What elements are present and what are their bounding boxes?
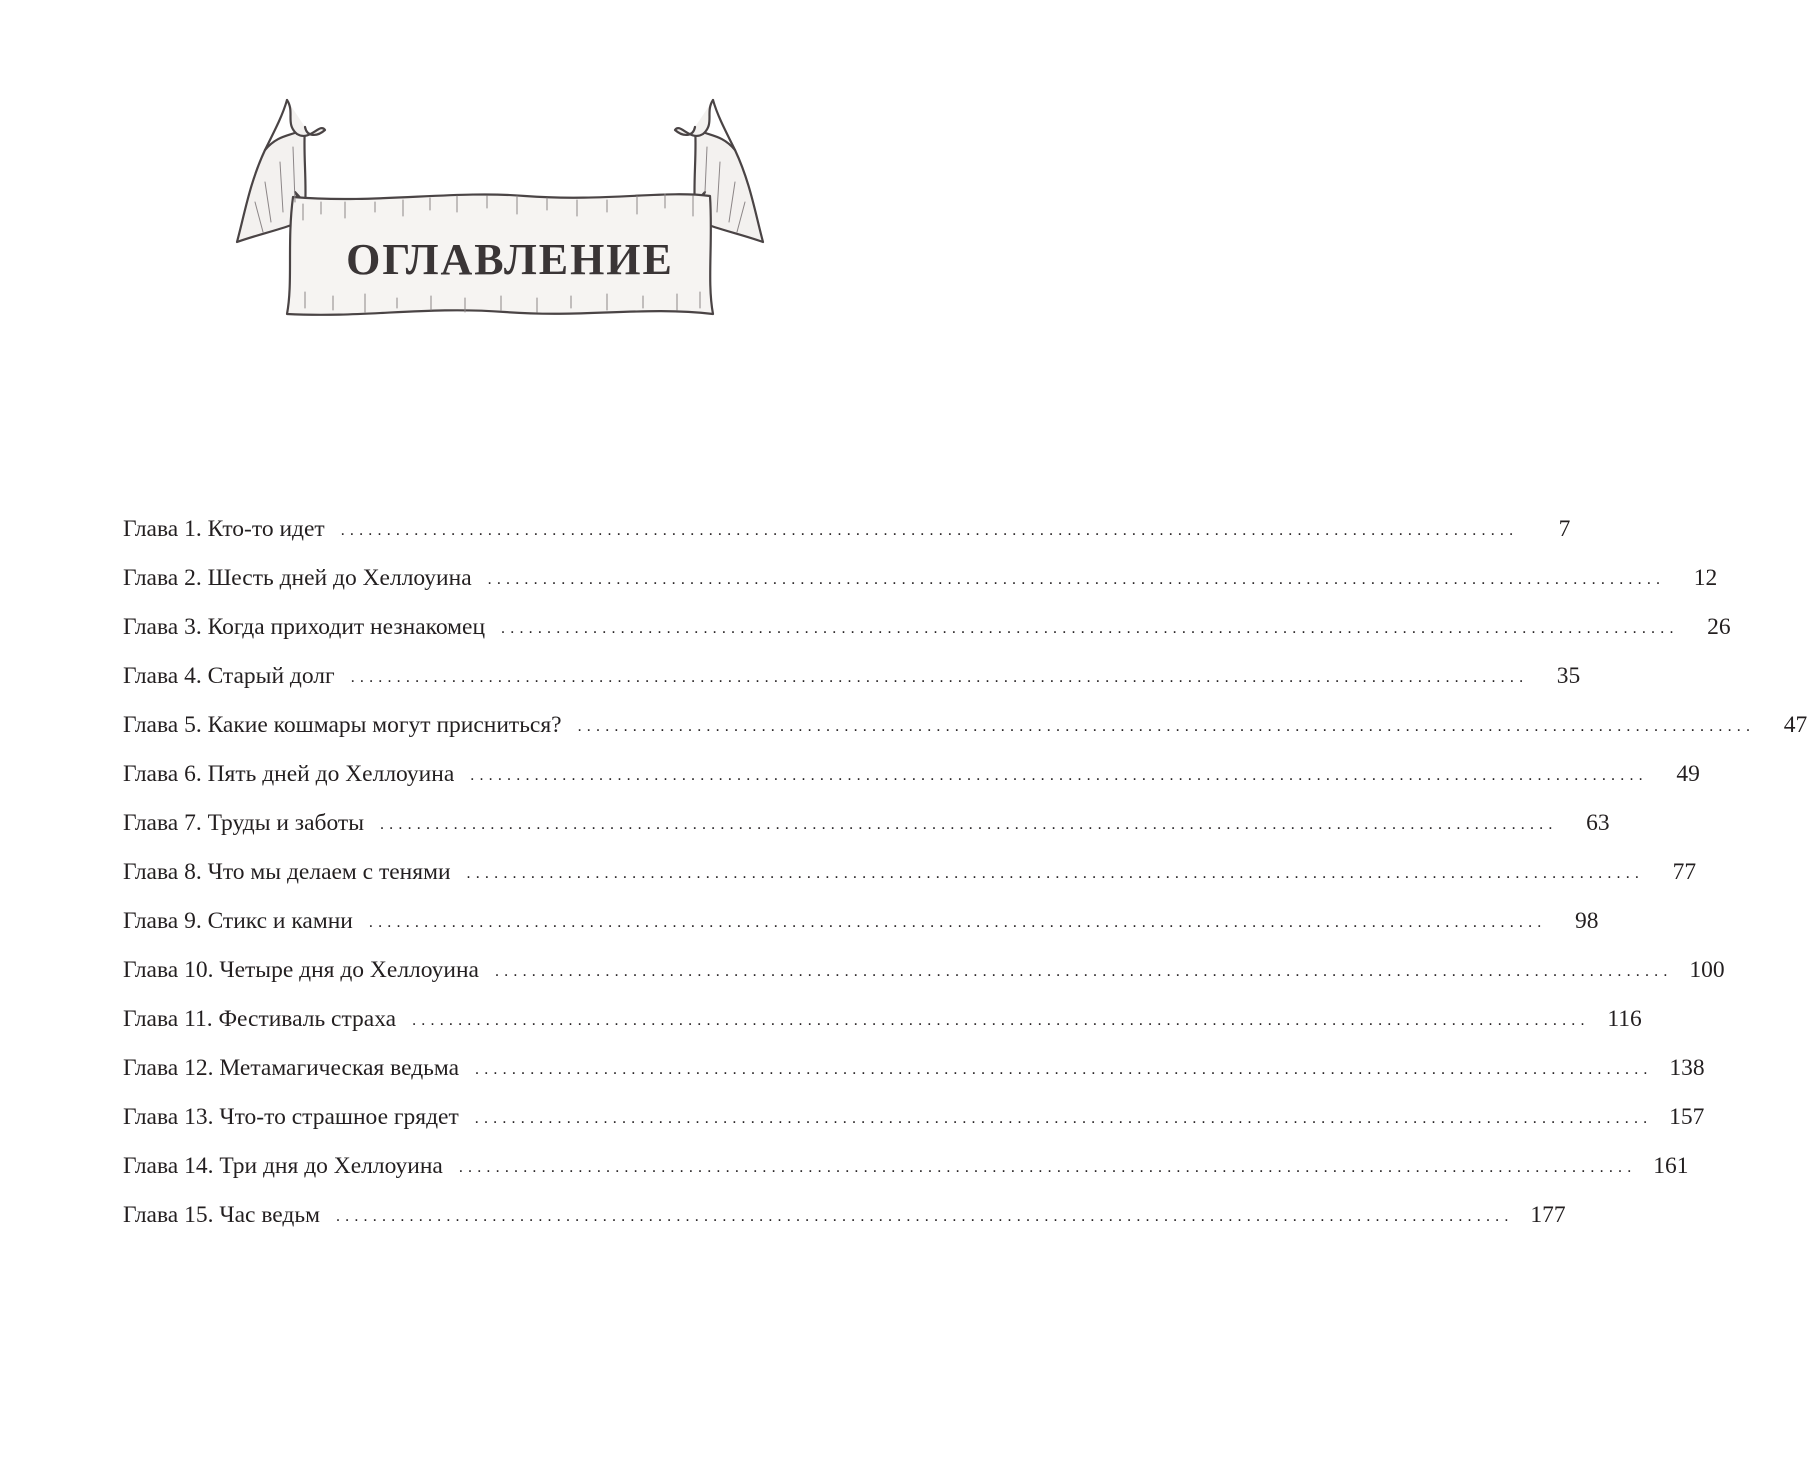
toc-dot-leader: ................................................................................................................................ [474,1110,1653,1127]
toc-dot-leader: ................................................................................................................................ [487,571,1666,588]
toc-entry-title: Глава 8. Что мы делаем с тенями [123,859,451,885]
toc-dot-leader: ................................................................................................................................ [412,1012,1590,1029]
toc-entry-title: Глава 5. Какие кошмары могут присниться? [123,712,562,738]
toc-entry[interactable] [123,1142,1689,1191]
toc-dot-leader: ................................................................................................................................ [501,620,1679,637]
ribbon-scroll-illustration [225,92,775,327]
toc-entry[interactable] [123,701,1807,750]
toc-dot-leader: ................................................................................................................................ [368,914,1547,931]
toc-entry[interactable] [123,995,1642,1044]
toc-entry-page: 98 [1575,908,1599,934]
toc-entry-title: Глава 3. Когда приходит незнакомец [123,614,486,640]
toc-entry-title: Глава 6. Пять дней до Хеллоуина [123,761,455,787]
toc-dot-leader: ................................................................................................................................ [577,718,1756,735]
toc-entry-page: 77 [1672,859,1697,885]
toc-dot-leader: ................................................................................................................................ [335,1208,1514,1225]
toc-dot-leader: ................................................................................................................................ [458,1159,1637,1176]
contents-heading: ОГЛАВЛЕНИЕ [346,235,674,284]
toc-entry-title: Глава 15. Час ведьм [123,1202,320,1228]
toc-entry-title: Глава 4. Старый долг [123,663,335,689]
toc-entry-page: 177 [1530,1202,1566,1228]
contents-banner [225,92,775,327]
toc-entry[interactable] [123,799,1610,848]
toc-entry-page: 100 [1689,957,1725,983]
toc-dot-leader: ................................................................................................................................ [466,865,1645,882]
toc-entry[interactable] [123,848,1697,897]
toc-entry-page: 47 [1783,712,1807,738]
toc-entry-title: Глава 2. Шесть дней до Хеллоуина [123,565,472,591]
toc-entry-title: Глава 1. Кто-то идет [123,516,325,542]
toc-dot-leader: ................................................................................................................................ [475,1061,1653,1078]
toc-dot-leader: ................................................................................................................................ [494,963,1673,980]
toc-entry[interactable] [123,1191,1566,1240]
toc-entry-page: 161 [1653,1153,1689,1179]
toc-dot-leader: ................................................................................................................................ [470,767,1648,784]
toc-entry-title: Глава 11. Фестиваль страха [123,1006,397,1032]
toc-entry[interactable] [123,652,1581,701]
toc-entry[interactable] [123,946,1725,995]
toc-entry-page: 138 [1669,1055,1705,1081]
toc-entry-page: 116 [1607,1006,1642,1032]
toc-entry-title: Глава 12. Метамагическая ведьма [123,1055,460,1081]
toc-entry[interactable] [123,750,1700,799]
toc-dot-leader: ................................................................................................................................ [350,669,1529,686]
toc-entry-page: 35 [1556,663,1581,689]
toc-entry[interactable] [123,505,1571,554]
toc-dot-leader: ................................................................................................................................ [379,816,1558,833]
toc-entry-page: 26 [1707,614,1731,640]
toc-entry[interactable] [123,554,1718,603]
table-of-contents [123,505,1807,1240]
toc-entry-title: Глава 9. Стикс и камни [123,908,353,934]
toc-entry-page: 49 [1676,761,1700,787]
toc-entry-page: 7 [1558,516,1571,542]
toc-entry-page: 12 [1693,565,1718,591]
toc-entry-page: 157 [1669,1104,1705,1130]
toc-entry-title: Глава 7. Труды и заботы [123,810,364,836]
toc-dot-leader: ................................................................................................................................ [340,522,1519,539]
toc-entry[interactable] [123,1044,1705,1093]
toc-entry[interactable] [123,897,1599,946]
toc-entry[interactable] [123,603,1731,652]
toc-entry-title: Глава 13. Что-то страшное грядет [123,1104,459,1130]
toc-entry-title: Глава 14. Три дня до Хеллоуина [123,1153,443,1179]
toc-entry[interactable] [123,1093,1705,1142]
toc-entry-title: Глава 10. Четыре дня до Хеллоуина [123,957,479,983]
toc-entry-page: 63 [1586,810,1610,836]
